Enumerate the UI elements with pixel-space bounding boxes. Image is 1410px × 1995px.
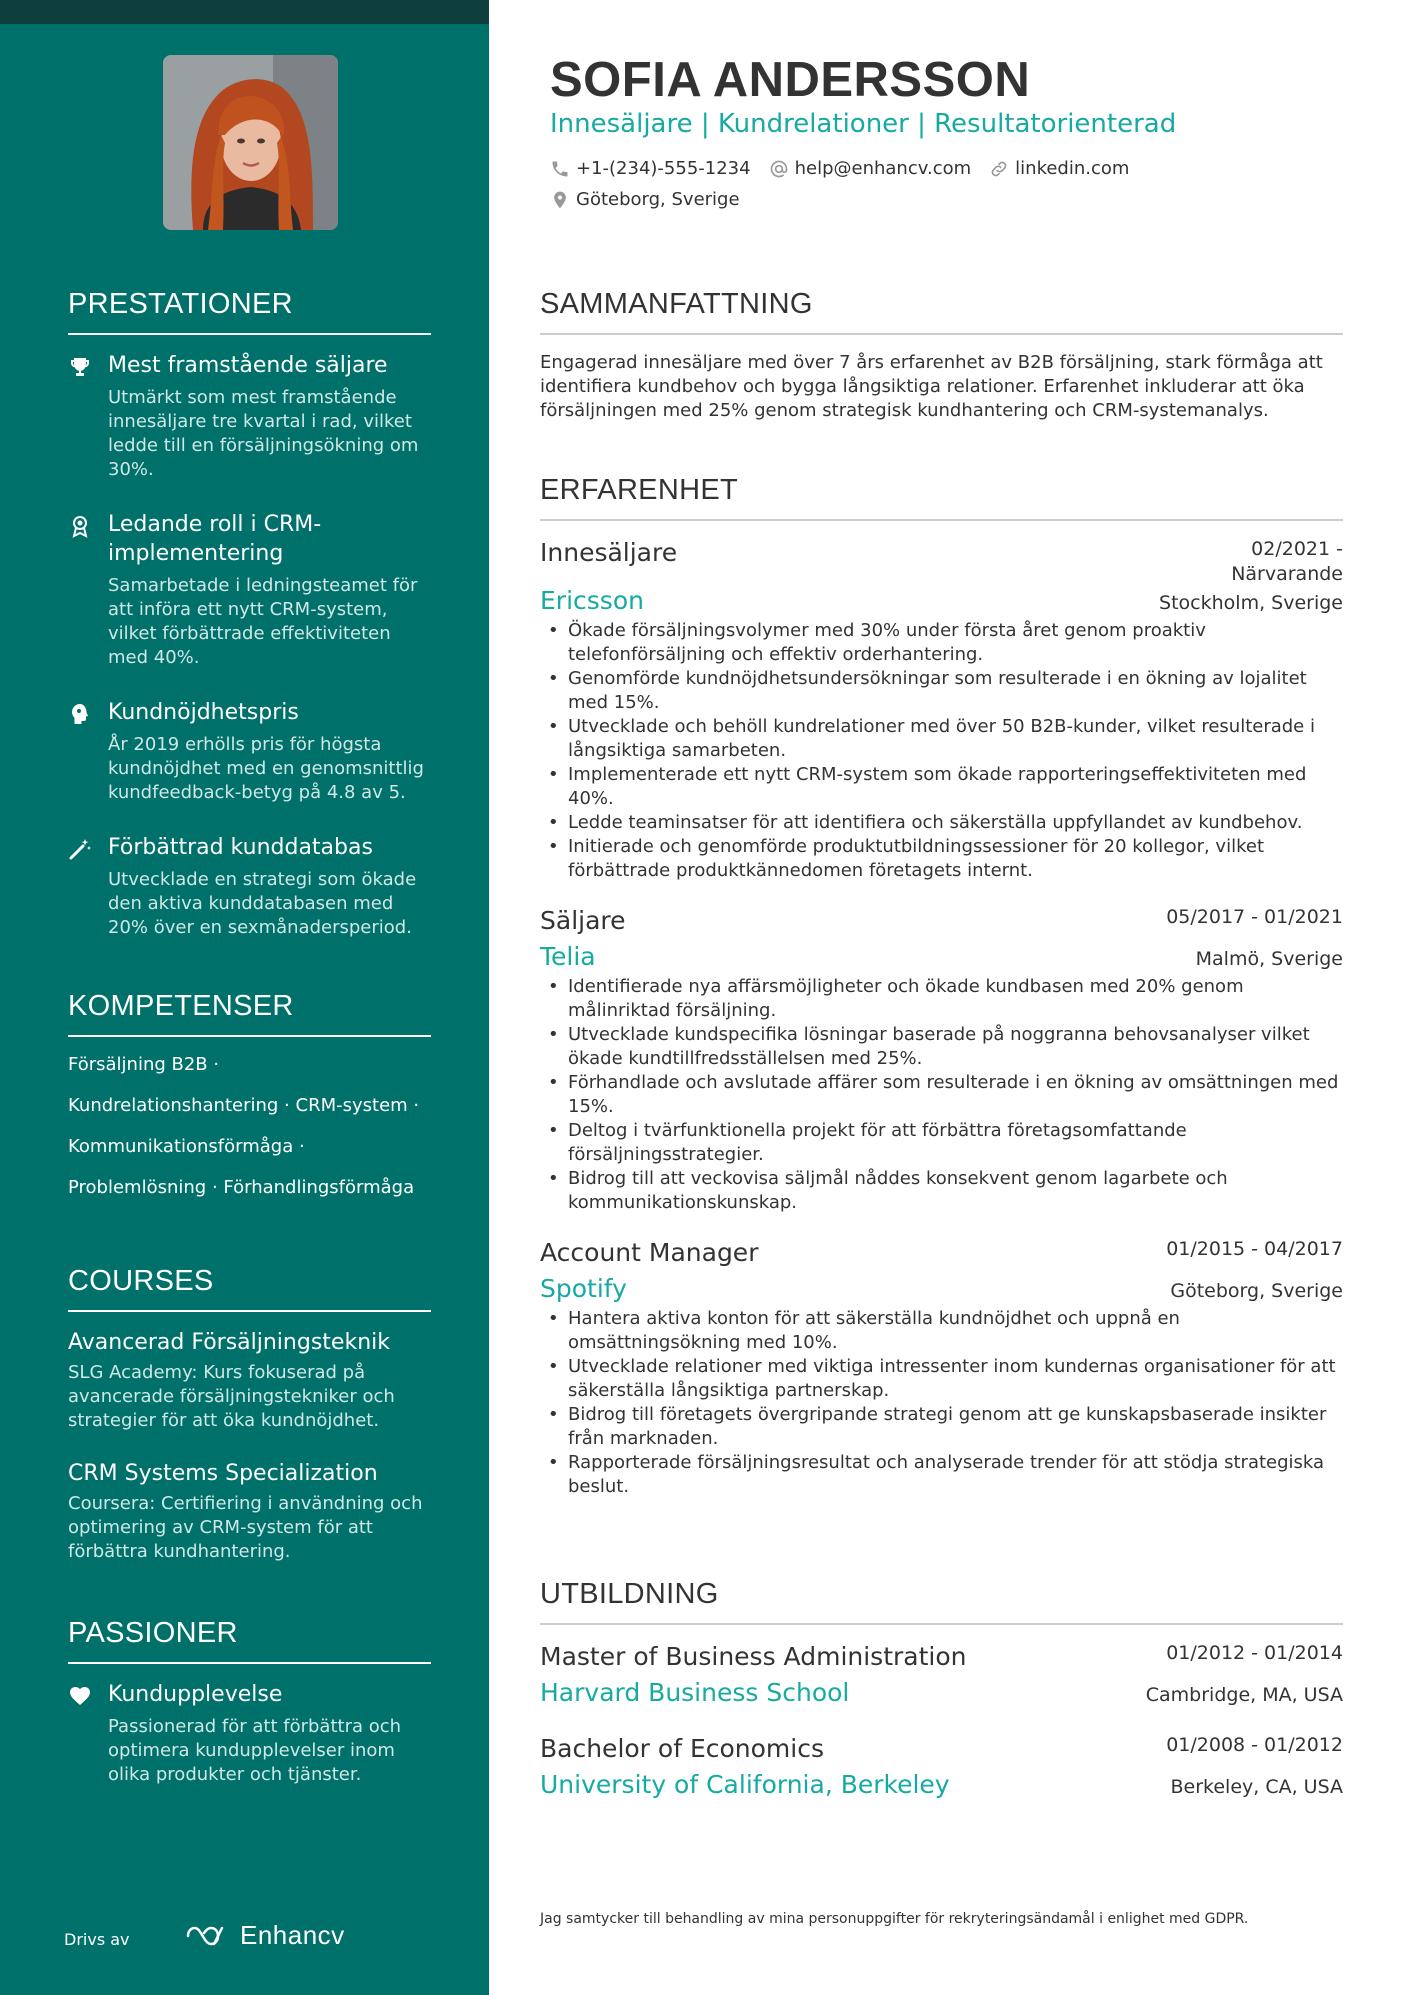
job-bullets bbox=[540, 975, 1343, 1215]
job-date bbox=[1231, 537, 1343, 587]
job-bullet: • Bidrog till företagets övergripande strategi genom att ge kunskapsbaserade insikter från marknaden. bbox=[540, 1403, 1343, 1451]
education-entry bbox=[540, 1733, 1343, 1801]
summary-title: SAMMANFATTNING bbox=[540, 288, 1343, 335]
course-item bbox=[68, 1459, 431, 1564]
passions-section bbox=[68, 1617, 431, 1815]
profile-photo bbox=[163, 55, 338, 230]
job-location: Göteborg, Sverige bbox=[1170, 1280, 1343, 1302]
job-bullet: • Rapporterade försäljningsresultat och analyserade trender för att stödja strategiska beslut. bbox=[540, 1451, 1343, 1499]
contact-info bbox=[550, 158, 1129, 220]
education-date: 01/2008 - 01/2012 bbox=[1166, 1734, 1343, 1756]
job-entry bbox=[540, 537, 1343, 883]
gdpr-consent: Jag samtycker till behandling av mina personuppgifter för rekryteringsändamål i enlighet med GDPR. bbox=[540, 1911, 1249, 1927]
experience-section bbox=[540, 474, 1343, 1521]
degree-title: Master of Business Administration bbox=[540, 1642, 967, 1671]
degree-title: Bachelor of Economics bbox=[540, 1734, 824, 1763]
job-date-start: 02/2021 - bbox=[1251, 538, 1343, 560]
job-bullet: • Initierade och genomförde produktutbildningssessioner för 20 kollegor, vilket förbättrade produktkännedomen företagets internt. bbox=[540, 835, 1343, 883]
school-name: Harvard Business School bbox=[540, 1678, 850, 1707]
achievement-item bbox=[68, 698, 431, 805]
skill-line: Kommunikationsförmåga · bbox=[68, 1136, 305, 1157]
job-entry bbox=[540, 1237, 1343, 1499]
location-text: Göteborg, Sverige bbox=[576, 189, 740, 210]
achievement-title: Mest framstående säljare bbox=[108, 353, 388, 378]
achievement-item bbox=[68, 351, 431, 482]
sidebar bbox=[0, 0, 489, 1995]
courses-section bbox=[68, 1265, 431, 1590]
brain-icon bbox=[68, 702, 92, 726]
award-ribbon-icon bbox=[68, 514, 92, 538]
skills-section bbox=[68, 990, 431, 1217]
sidebar-top-bar bbox=[0, 0, 489, 24]
job-bullets bbox=[540, 619, 1343, 883]
achievement-description: År 2019 erhölls pris för högsta kundnöjdhet med en genomsnittlig kundfeedback-betyg på 4.8 av 5. bbox=[108, 734, 424, 803]
job-bullet: • Utvecklade kundspecifika lösningar baserade på noggranna behovsanalyser vilket ökade kundtillfredsställelsen med 25%. bbox=[540, 1023, 1343, 1071]
job-bullet: • Genomförde kundnöjdhetsundersökningar som resulterade i en ökning av lojalitet med 15%. bbox=[540, 667, 1343, 715]
achievement-description: Utvecklade en strategi som ökade den aktiva kunddatabasen med 20% över en sexmånadersperiod. bbox=[108, 869, 417, 938]
course-description: Coursera: Certifiering i användning och optimering av CRM-system för att förbättra kundhantering. bbox=[68, 1493, 423, 1562]
school-name: University of California, Berkeley bbox=[540, 1770, 950, 1799]
job-bullet: • Förhandlade och avslutade affärer som resulterade i en ökning av omsättningen med 15%. bbox=[540, 1071, 1343, 1119]
location-pin-icon bbox=[550, 190, 570, 210]
job-bullet: • Bidrog till att veckovisa säljmål nåddes konsekvent genom lagarbete och kommunikationskunskap. bbox=[540, 1167, 1343, 1215]
linkedin-contact[interactable] bbox=[989, 158, 1129, 179]
passion-description: Passionerad för att förbättra och optimera kundupplevelser inom olika produkter och tjänster. bbox=[108, 1716, 402, 1785]
job-bullet: • Deltog i tvärfunktionella projekt för att förbättra företagsomfattande försäljningsstrategier. bbox=[540, 1119, 1343, 1167]
job-title: Säljare bbox=[540, 906, 626, 935]
job-bullet: • Hantera aktiva konton för att säkerställa kundnöjdhet och uppnå en omsättningsökning med 10%. bbox=[540, 1307, 1343, 1355]
magic-wand-icon bbox=[68, 837, 92, 861]
skills-title: KOMPETENSER bbox=[68, 990, 431, 1037]
skills-list bbox=[68, 1053, 431, 1200]
job-location: Stockholm, Sverige bbox=[1159, 592, 1343, 614]
achievement-title: Ledande roll i CRM-implementering bbox=[108, 512, 322, 566]
company-name: Spotify bbox=[540, 1274, 627, 1303]
achievement-item bbox=[68, 833, 431, 940]
job-title: Account Manager bbox=[540, 1238, 759, 1267]
location-contact bbox=[550, 189, 740, 210]
summary-text: Engagerad innesäljare med över 7 års erfarenhet av B2B försäljning, stark förmåga att identifiera kundbehov och bygga långsiktiga relationer. Erfarenhet inkluderar att öka försäljningen med 25% genom strategisk kundhantering och CRM-systemanalys. bbox=[540, 352, 1323, 421]
email-text: help@enhancv.com bbox=[794, 158, 972, 179]
company-name: Ericsson bbox=[540, 586, 644, 615]
heart-icon bbox=[68, 1684, 92, 1708]
trophy-icon bbox=[68, 355, 92, 379]
job-title: Innesäljare bbox=[540, 538, 678, 567]
phone-text: +1-(234)-555-1234 bbox=[576, 158, 751, 179]
linkedin-text: linkedin.com bbox=[1015, 158, 1130, 179]
at-sign-icon bbox=[769, 159, 789, 179]
powered-by-label: Drivs av bbox=[64, 1930, 130, 1949]
education-title: UTBILDNING bbox=[540, 1578, 1343, 1625]
link-icon bbox=[989, 159, 1009, 179]
course-item bbox=[68, 1328, 431, 1433]
education-date: 01/2012 - 01/2014 bbox=[1166, 1642, 1343, 1664]
job-date: 01/2015 - 04/2017 bbox=[1166, 1238, 1343, 1260]
course-title: CRM Systems Specialization bbox=[68, 1461, 378, 1486]
candidate-headline: Innesäljare | Kundrelationer | Resultatorienterad bbox=[550, 109, 1177, 139]
education-location: Berkeley, CA, USA bbox=[1170, 1776, 1343, 1798]
skill-line: Försäljning B2B · bbox=[68, 1054, 220, 1075]
experience-title: ERFARENHET bbox=[540, 474, 1343, 521]
skill-line: Problemlösning · Förhandlingsförmåga bbox=[68, 1177, 415, 1198]
job-bullet: • Utvecklade relationer med viktiga intressenter inom kundernas organisationer för att säkerställa långsiktiga partnerskap. bbox=[540, 1355, 1343, 1403]
email-contact[interactable] bbox=[769, 158, 972, 179]
phone-contact[interactable] bbox=[550, 158, 751, 179]
brand-link[interactable] bbox=[184, 1920, 345, 1951]
courses-title: COURSES bbox=[68, 1265, 431, 1312]
achievement-item bbox=[68, 510, 431, 670]
achievement-title: Förbättrad kunddatabas bbox=[108, 835, 373, 860]
enhancv-logo-icon bbox=[184, 1923, 228, 1949]
education-section bbox=[540, 1578, 1343, 1825]
job-location: Malmö, Sverige bbox=[1195, 948, 1343, 970]
achievement-description: Utmärkt som mest framstående innesäljare tre kvartal i rad, vilket ledde till en försäljningsökning om 30%. bbox=[108, 387, 419, 480]
phone-icon bbox=[550, 159, 570, 179]
course-description: SLG Academy: Kurs fokuserad på avancerade försäljningstekniker och strategier för att öka kundnöjdhet. bbox=[68, 1362, 395, 1431]
job-bullet: • Identifierade nya affärsmöjligheter och ökade kundbasen med 20% genom målinriktad försäljning. bbox=[540, 975, 1343, 1023]
job-bullet: • Utvecklade och behöll kundrelationer med över 50 B2B-kunder, vilket resulterade i långsiktiga samarbeten. bbox=[540, 715, 1343, 763]
company-name: Telia bbox=[540, 942, 596, 971]
achievements-title: PRESTATIONER bbox=[68, 288, 431, 335]
job-bullet: • Ledde teaminsatser för att identifiera och säkerställa uppfyllandet av kundbehov. bbox=[540, 811, 1343, 835]
skill-line: Kundrelationshantering · CRM-system · bbox=[68, 1095, 420, 1116]
summary-section bbox=[540, 288, 1343, 423]
candidate-name: SOFIA ANDERSSON bbox=[550, 53, 1031, 107]
course-title: Avancerad Försäljningsteknik bbox=[68, 1330, 390, 1355]
job-date: 05/2017 - 01/2021 bbox=[1166, 906, 1343, 928]
brand-name: Enhancv bbox=[240, 1920, 345, 1950]
job-bullet: • Ökade försäljningsvolymer med 30% under första året genom proaktiv telefonförsäljning och effektiv orderhantering. bbox=[540, 619, 1343, 667]
achievement-description: Samarbetade i ledningsteamet för att införa ett nytt CRM-system, vilket förbättrade effektiviteten med 40%. bbox=[108, 575, 418, 668]
education-entry bbox=[540, 1641, 1343, 1709]
passion-item bbox=[68, 1680, 431, 1787]
job-entry bbox=[540, 905, 1343, 1215]
passions-title: PASSIONER bbox=[68, 1617, 431, 1664]
achievement-title: Kundnöjdhetspris bbox=[108, 700, 299, 725]
passion-title: Kundupplevelse bbox=[108, 1682, 283, 1707]
job-bullet: • Implementerade ett nytt CRM-system som ökade rapporteringseffektiviteten med 40%. bbox=[540, 763, 1343, 811]
achievements-section bbox=[68, 288, 431, 968]
job-date-end: Närvarande bbox=[1231, 563, 1343, 585]
job-bullets bbox=[540, 1307, 1343, 1499]
education-location: Cambridge, MA, USA bbox=[1145, 1684, 1343, 1706]
